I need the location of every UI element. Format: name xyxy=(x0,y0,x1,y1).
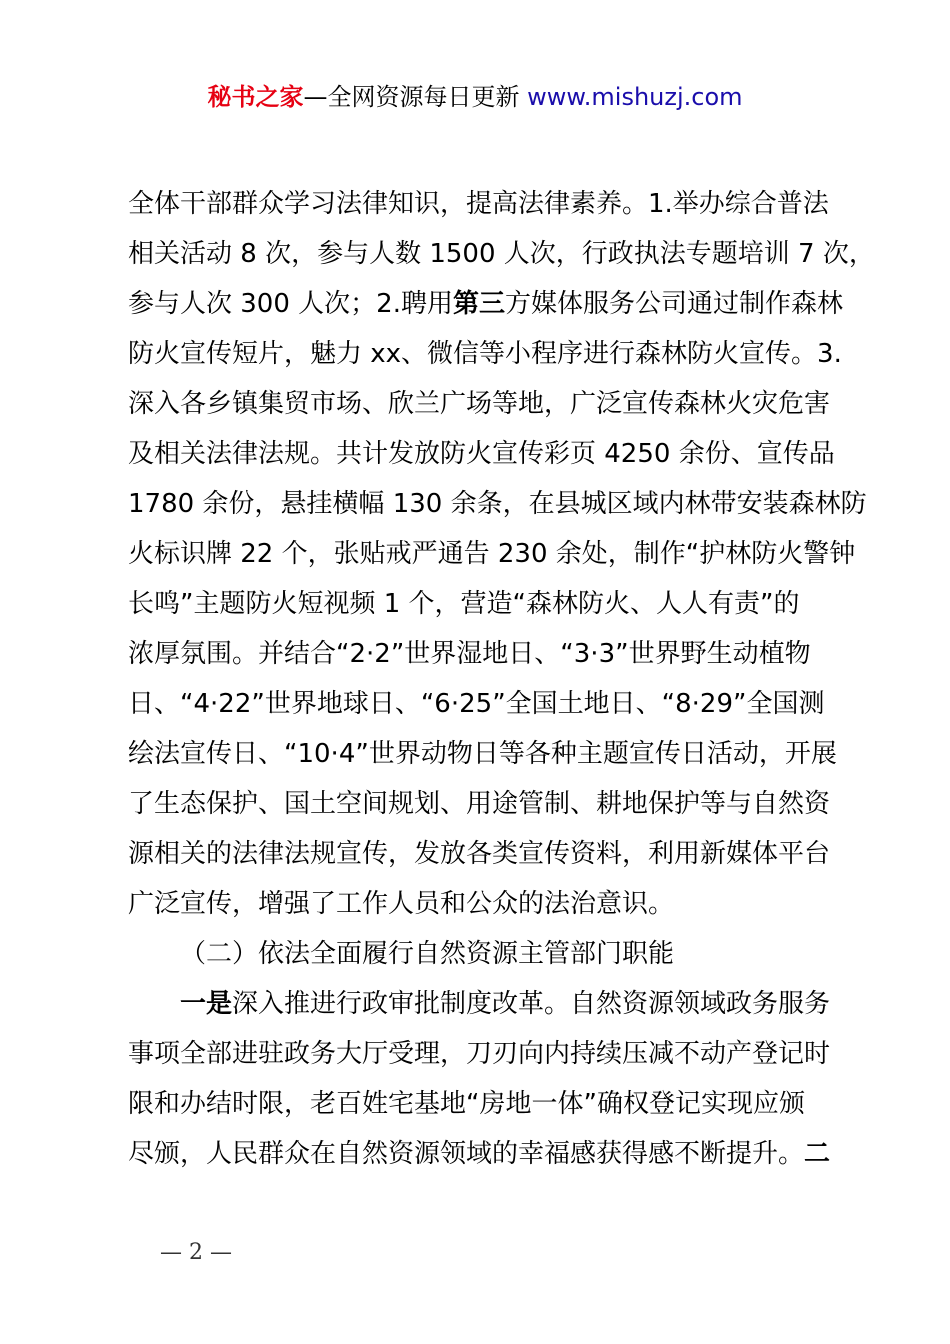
text-line: 浓厚氛围。并结合“2·2”世界湿地日、“3·3”世界野生动植物 xyxy=(128,639,811,669)
text-line xyxy=(128,1129,838,1179)
text-line: 绘法宣传日、“10·4”世界动物日等各种主题宣传日活动，开展 xyxy=(128,739,837,769)
site-header xyxy=(0,80,950,114)
text-line: 相关活动 8 次，参与人数 1500 人次，行政执法专题培训 7 次， xyxy=(128,239,875,269)
header-tagline: —全网资源每日更新 xyxy=(303,83,528,111)
text-line: 事项全部进驻政务大厅受理，刀刃向内持续压减不动产登记时 xyxy=(128,1039,831,1069)
text-line xyxy=(128,279,843,329)
text-line: 日、“4·22”世界地球日、“6·25”全国土地日、“8·29”全国测 xyxy=(128,689,825,719)
text-line: 及相关法律法规。共计发放防火宣传彩页 4250 余份、宣传品 xyxy=(128,439,835,469)
text-line: 全体干部群众学习法律知识，提高法律素养。1.举办综合普法 xyxy=(128,189,829,219)
text-segment: 参与人次 300 人次；2.聘用 xyxy=(128,289,453,319)
text-segment: 尽颁，人民群众在自然资源领域的幸福感获得感不断提升。 xyxy=(128,1139,805,1169)
text-line: 了生态保护、国土空间规划、用途管制、耕地保护等与自然资 xyxy=(128,789,831,819)
text-line: 长鸣”主题防火短视频 1 个，营造“森林防火、人人有责”的 xyxy=(128,589,800,619)
bold-text-segment: 一是 xyxy=(180,989,233,1019)
brand-name: 秘书之家 xyxy=(207,83,304,111)
site-url-link[interactable]: www.mishuzj.com xyxy=(527,83,743,111)
text-line: 防火宣传短片，魅力 xx、微信等小程序进行森林防火宣传。3. xyxy=(128,339,842,369)
text-line: 源相关的法律法规宣传，发放各类宣传资料，利用新媒体平台 xyxy=(128,839,831,869)
text-line: 限和办结时限，老百姓宅基地“房地一体”确权登记实现应颁 xyxy=(128,1089,805,1119)
page-number: — 2 — xyxy=(160,1240,232,1265)
text-line: 1780 余份，悬挂横幅 130 余条，在县城区域内林带安装森林防 xyxy=(128,489,867,519)
text-segment: 深入推进行政审批制度改革。自然资源领域政务服务 xyxy=(232,989,831,1019)
text-line xyxy=(128,979,838,1029)
bold-text-segment: 第三 xyxy=(452,289,505,319)
bold-text-segment: 二 xyxy=(804,1139,831,1169)
text-line: 火标识牌 22 个，张贴戒严通告 230 余处，制作“护林防火警钟 xyxy=(128,539,856,569)
text-line: 深入各乡镇集贸市场、欣兰广场等地，广泛宣传森林火灾危害 xyxy=(128,389,831,419)
text-line: 广泛宣传，增强了工作人员和公众的法治意识。 xyxy=(128,889,675,919)
text-segment: 方媒体服务公司通过制作森林 xyxy=(504,289,843,319)
document-body xyxy=(128,179,875,1179)
section-heading: （二）依法全面履行自然资源主管部门职能 xyxy=(180,939,675,969)
